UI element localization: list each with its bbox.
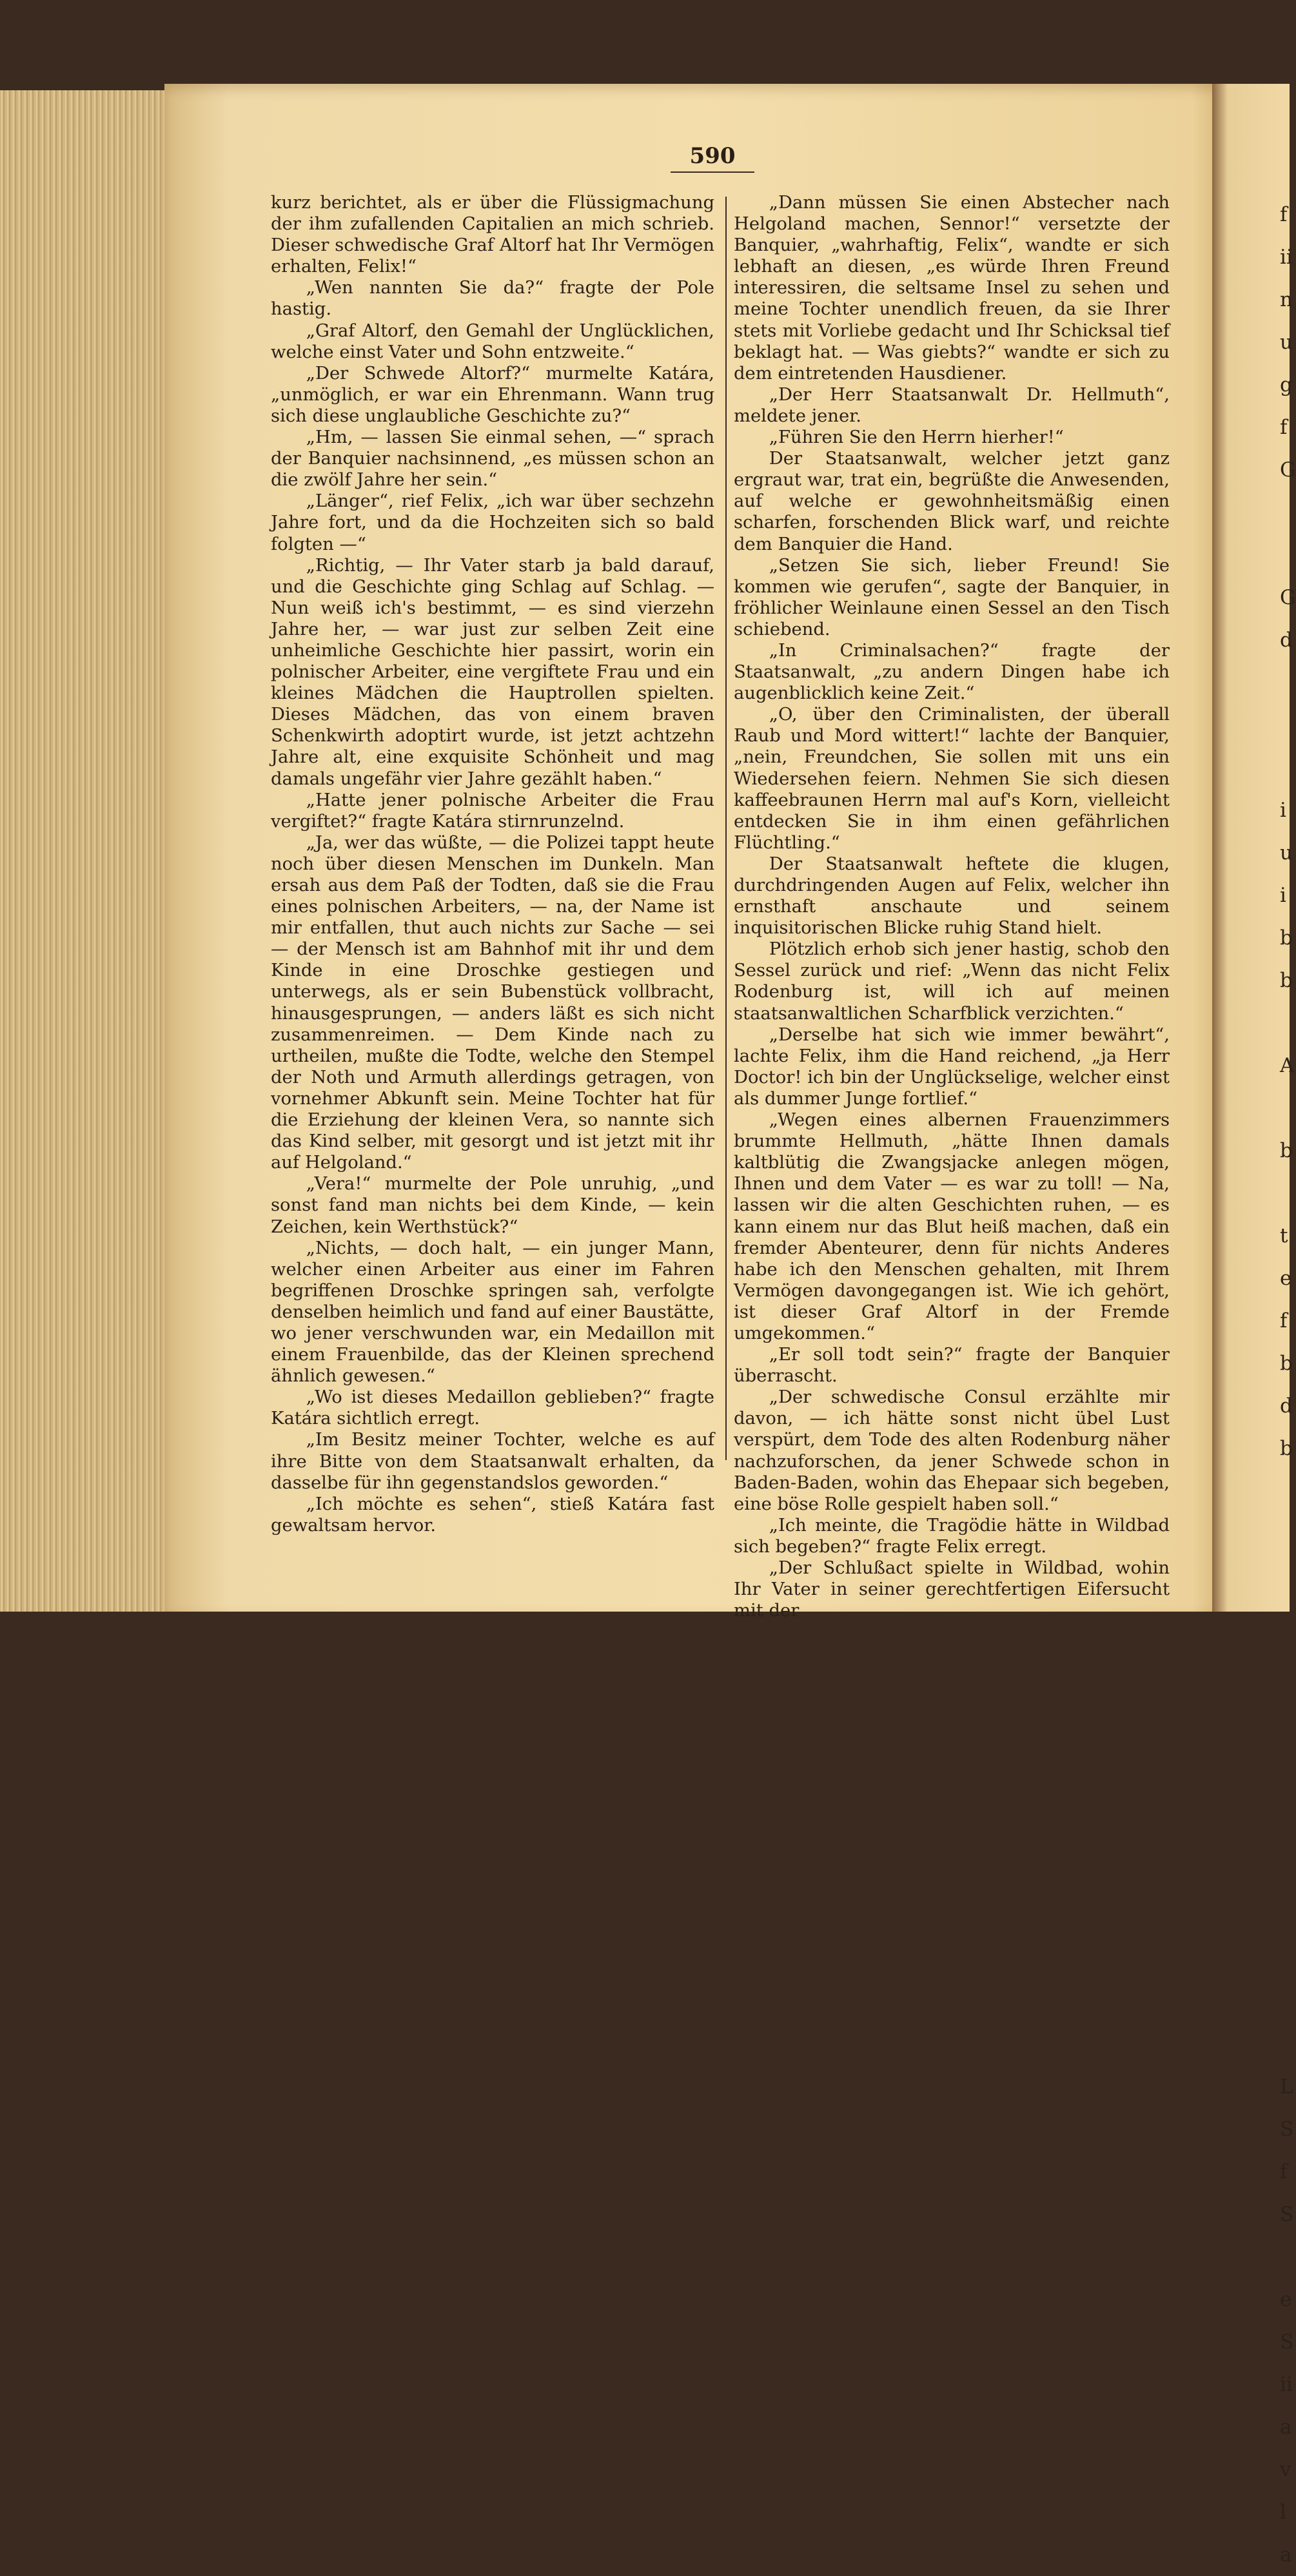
right-column-paragraph: „Derselbe hat sich wie immer bewährt“, lachte Felix, ihm die Hand reichend, „ja Herr Doctor! ich bin der Unglückselige, welcher einst als dummer Junge fortlief.“ xyxy=(734,1024,1170,1109)
left-column-paragraph: „Graf Altorf, den Gemahl der Unglücklichen, welche einst Vater und Sohn entzweite.“ xyxy=(271,320,714,362)
right-column-paragraph: „Setzen Sie sich, lieber Freund! Sie kommen wie gerufen“, sagte der Banquier, in fröhlicher Weinlaune einen Sessel an den Tisch schiebend. xyxy=(734,555,1170,639)
left-column-paragraph: „Hatte jener polnische Arbeiter die Frau vergiftet?“ fragte Katára stirnrunzelnd. xyxy=(271,790,714,832)
left-column-paragraph: „Der Schwede Altorf?“ murmelte Katára, „unmöglich, er war ein Ehrenmann. Wann trug sich diese unglaubliche Geschichte zu?“ xyxy=(271,363,714,426)
right-column-paragraph: „Der Herr Staatsanwalt Dr. Hellmuth“, meldete jener. xyxy=(734,384,1170,426)
left-column-paragraph: „Hm, — lassen Sie einmal sehen, —“ sprach der Banquier nachsinnend, „es müssen schon an die zwölf Jahre her sein.“ xyxy=(271,427,714,491)
left-text-column xyxy=(271,192,714,1536)
left-column-paragraph: „Länger“, rief Felix, „ich war über sechzehn Jahre fort, und da die Hochzeiten sich so bald folgten —“ xyxy=(271,491,714,554)
right-column-paragraph: „Führen Sie den Herrn hierher!“ xyxy=(769,427,1064,448)
left-column-paragraph: kurz berichtet, als er über die Flüssigmachung der ihm zufallenden Capitalien an mich schrieb. Dieser schwedische Graf Altorf hat Ihr Vermögen erhalten, Felix!“ xyxy=(271,193,714,277)
right-column-paragraph: „Dann müssen Sie einen Abstecher nach Helgoland machen, Sennor!“ versetzte der Banquier, „wahrhaftig, Felix“, wandte er sich lebhaft an diesen, „es würde Ihren Freund interessiren, die seltsame Insel zu sehen und meine Tochter unendlich freuen, da sie Ihrer stets mit Vorliebe gedacht und Ihr Schicksal tief beklagt hat. — Was giebts?“ wandte er sich zu dem eintretenden Hausdiener. xyxy=(734,193,1170,384)
left-column-paragraph: „Wo ist dieses Medaillon geblieben?“ fragte Katára sichtlich erregt. xyxy=(271,1387,714,1429)
right-column-paragraph: Plötzlich erhob sich jener hastig, schob den Sessel zurück und rief: „Wenn das nicht Felix Rodenburg ist, will ich auf meinen staatsanwaltlichen Scharfblick verzichten.“ xyxy=(734,939,1170,1024)
stacked-page-edges xyxy=(0,90,168,1612)
facing-page-strip xyxy=(1212,84,1290,1612)
left-column-paragraph: „Ja, wer das wüßte, — die Polizei tappt heute noch über diesen Menschen im Dunkeln. Man ersah aus dem Paß der Todten, daß sie die Frau eines polnischen Arbeiters, — na, der Name ist mir entfallen, thut auch nichts zur Sache — sei — der Mensch ist am Bahnhof mit ihr und dem Kinde in eine Droschke gestiegen und unterwegs, als er sein Bubenstück vollbracht, hinausgesprungen, — anders läßt es sich nicht zusammenreimen. — Dem Kinde nach zu urtheilen, mußte die Todte, welche den Stempel der Noth und Armuth allerdings getragen, von vornehmer Abkunft sein. Meine Tochter hat für die Erziehung der kleinen Vera, so nannte sich das Kind selber, mit gesorgt und ist jetzt mit ihr auf Helgoland.“ xyxy=(271,832,714,1173)
page-number: 590 xyxy=(671,143,754,173)
left-column-paragraph: „Ich möchte es sehen“, stieß Katára fast gewaltsam hervor. xyxy=(271,1494,714,1536)
right-column-paragraph: „Der schwedische Consul erzählte mir davon, — ich hätte sonst nicht übel Lust verspürt, dem Tode des alten Rodenburg näher nachzuforschen, da jener Schwede schon in Baden-Baden, wohin das Ehepaar sich begeben, eine böse Rolle gespielt haben soll.“ xyxy=(734,1387,1170,1514)
right-column-paragraph: „Wegen eines albernen Frauenzimmers brummte Hellmuth, „hätte Ihnen damals kaltblütig die Zwangsjacke anlegen mögen, Ihnen und dem Vater — es war zu toll! — Na, lassen wir die alten Geschichten ruhen, — es kann einem nur das Blut heiß machen, daß ein fremder Abenteurer, denn für nichts Anderes habe ich den Menschen gehalten, mit Ihrem Vermögen davongegangen ist. Wie ich gehört, ist dieser Graf Altorf in der Fremde umgekommen.“ xyxy=(734,1110,1170,1343)
right-column-paragraph: Der Staatsanwalt heftete die klugen, durchdringenden Augen auf Felix, welcher ihn ernsthaft anschaute und seinem inquisitorischen Blicke ruhig Stand hielt. xyxy=(734,854,1170,939)
right-column-paragraph: „Der Schlußact spielte in Wildbad, wohin Ihr Vater in seiner gerechtfertigen Eifersucht mit der xyxy=(734,1558,1170,1621)
right-column-paragraph: Der Staatsanwalt, welcher jetzt ganz ergraut war, trat ein, begrüßte die Anwesenden, auf welche er gewohnheitsmäßig einen scharfen, forschenden Blick warf, und reichte dem Banquier die Hand. xyxy=(734,449,1170,554)
left-column-paragraph: „Wen nannten Sie da?“ fragte der Pole hastig. xyxy=(271,278,714,320)
left-column-paragraph: „Richtig, — Ihr Vater starb ja bald darauf, und die Geschichte ging Schlag auf Schlag. — Nun weiß ich's bestimmt, — es sind vierzehn Jahre her, — war just zur selben Zeit eine unheimliche Geschichte hier passirt, worin ein polnischer Arbeiter, eine vergiftete Frau und ein kleines Mädchen die Hauptrollen spielten. Dieses Mädchen, das von einem braven Schenkwirth adoptirt wurde, ist jetzt achtzehn Jahre alt, eine exquisite Schönheit und mag damals ungefähr vier Jahre gezählt haben.“ xyxy=(271,555,714,789)
facing-page-edge-letters: f ii n u g f G G d i u i b b A b t e f b d b L S f S e S ii a v l a xyxy=(1280,203,1296,2566)
right-column-paragraph: „Er soll todt sein?“ fragte der Banquier überrascht. xyxy=(734,1345,1170,1387)
column-divider xyxy=(725,197,727,1460)
right-column-paragraph: „O, über den Criminalisten, der überall Raub und Mord wittert!“ lachte der Banquier, „nein, Freundchen, Sie sollen mit uns ein Wiedersehen feiern. Nehmen Sie sich diesen kaffeebraunen Herrn mal auf's Korn, vielleicht entdecken Sie in ihm einen gefährlichen Flüchtling.“ xyxy=(734,705,1170,853)
right-text-column xyxy=(734,192,1170,1621)
left-column-paragraph: „Vera!“ murmelte der Pole unruhig, „und sonst fand man nichts bei dem Kinde, — kein Zeichen, kein Werthstück?“ xyxy=(271,1174,714,1237)
right-column-paragraph: „Ich meinte, die Tragödie hätte in Wildbad sich begeben?“ fragte Felix erregt. xyxy=(734,1515,1170,1557)
right-column-paragraph: „In Criminalsachen?“ fragte der Staatsanwalt, „zu andern Dingen habe ich augenblicklich keine Zeit.“ xyxy=(734,640,1170,704)
left-column-paragraph: „Im Besitz meiner Tochter, welche es auf ihre Bitte von dem Staatsanwalt erhalten, da dasselbe für ihn gegenstandslos geworden.“ xyxy=(271,1430,714,1493)
left-column-paragraph: „Nichts, — doch halt, — ein junger Mann, welcher einen Arbeiter aus einer im Fahren begriffenen Droschke springen sah, verfolgte denselben heimlich und fand auf einer Baustätte, wo jener verschwunden war, ein Medaillon mit einem Frauenbilde, das der Kleinen sprechend ähnlich gewesen.“ xyxy=(271,1238,714,1387)
